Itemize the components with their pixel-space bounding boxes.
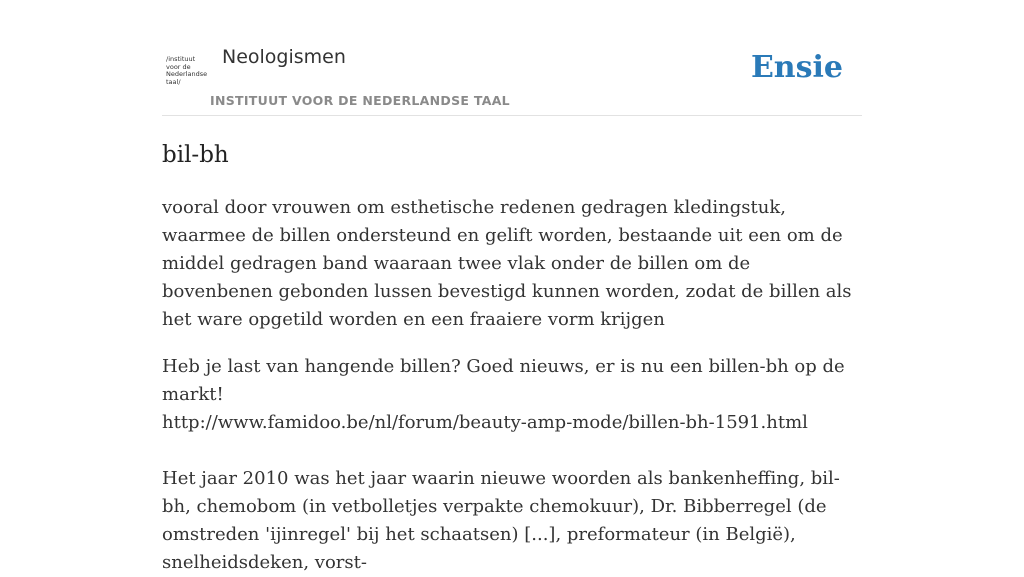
example-quote: Het jaar 2010 was het jaar waarin nieuwe woorden als bankenheffing, bil-bh, chemobom (in vetbolletjes verpakte chemokuur), Dr. Bibberregel (de omstreden 'ijinregel' bij het schaatsen) [...], preformateur (in België), snelheidsdeken, vorst-	[162, 468, 840, 573]
ensie-brand-link[interactable]: Ensie	[750, 50, 843, 85]
example-quote: Heb je last van hangende billen? Goed nieuws, er is nu een billen-bh op de markt!	[162, 356, 845, 405]
logo-line: voor de	[166, 62, 191, 71]
logo-line: taal/	[166, 77, 181, 86]
ivdnt-logo[interactable]	[166, 56, 210, 86]
example-source-url: http://www.famidoo.be/nl/forum/beauty-amp-mode/billen-bh-1591.html	[162, 412, 808, 433]
logo-line: Nederlandse	[166, 70, 208, 79]
spacer	[162, 437, 862, 465]
logo-line: /instituut	[166, 55, 196, 63]
site-header	[162, 0, 862, 116]
site-title-link[interactable]: Neologismen	[222, 46, 346, 68]
page	[162, 0, 862, 573]
entry-examples	[162, 353, 862, 577]
entry-definition: vooral door vrouwen om esthetische redenen gedragen kledingstuk, waarmee de billen ondersteund en gelift worden, bestaande uit een om de middel gedragen band waaraan twee vlak onder de billen om de bovenbenen gebonden lussen bevestigd kunnen worden, zodat de billen als het ware opgetild worden en een fraaiere vorm krijgen	[162, 197, 852, 330]
site-subtitle: INSTITUUT VOOR DE NEDERLANDSE TAAL	[210, 93, 510, 108]
entry-term: bil-bh	[162, 142, 229, 168]
